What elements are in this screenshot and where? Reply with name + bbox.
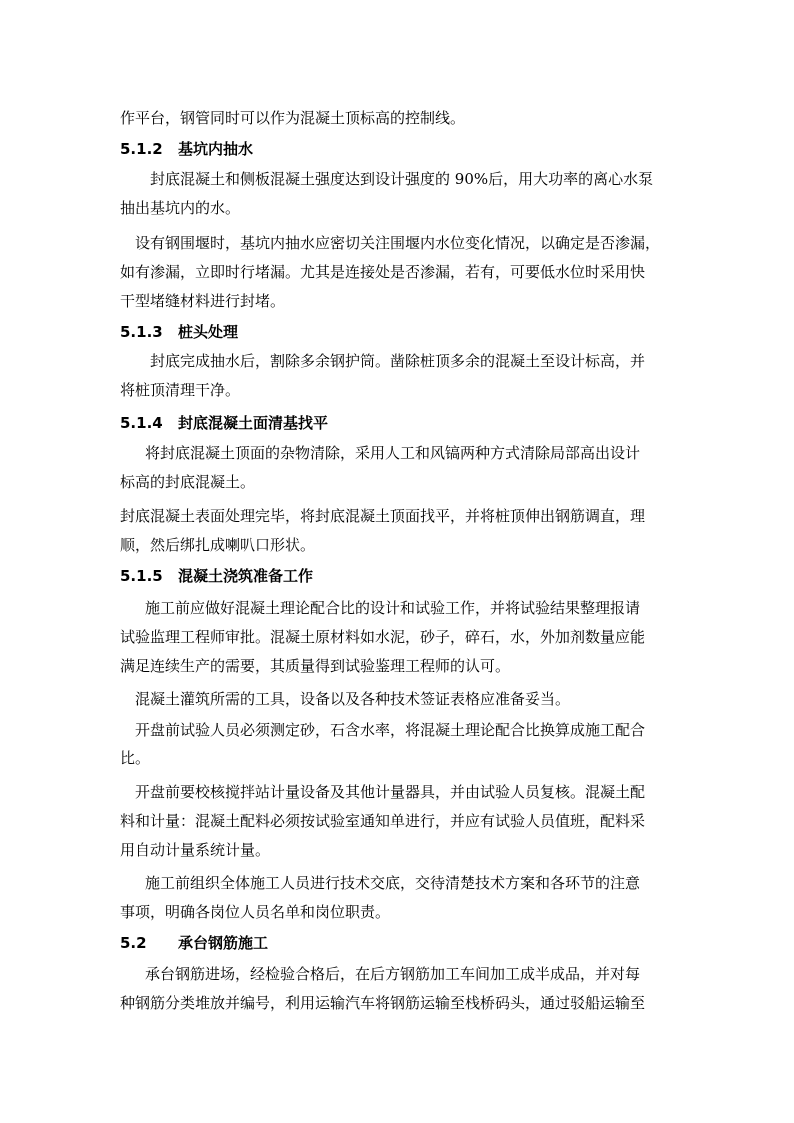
section-title: 混凝土浇筑准备工作 bbox=[178, 567, 314, 585]
section-heading-5-1-3 bbox=[120, 322, 238, 342]
paragraph-line: 混凝土灌筑所需的工具，设备以及各种技术签证表格应准备妥当。 bbox=[135, 690, 571, 708]
section-number: 5.1.2 bbox=[120, 140, 163, 158]
section-number: 5.1.3 bbox=[120, 323, 163, 341]
section-title: 基坑内抽水 bbox=[178, 140, 254, 158]
paragraph-line: 标高的封底混凝土。 bbox=[120, 473, 256, 491]
paragraph-line: 料和计量：混凝土配料必须按试验室通知单进行，并应有试验人员值班，配料采 bbox=[120, 812, 646, 830]
paragraph-line: 将封底混凝土顶面的杂物清除，采用人工和风镐两种方式清除局部高出设计 bbox=[145, 444, 641, 462]
paragraph-line: 种钢筋分类堆放并编号，利用运输汽车将钢筋运输至栈桥码头，通过驳船运输至 bbox=[120, 994, 646, 1012]
paragraph-line: 抽出基坑内的水。 bbox=[120, 199, 241, 217]
paragraph-line: 事项，明确各岗位人员名单和岗位职责。 bbox=[120, 903, 391, 921]
section-title: 封底混凝土面清基找平 bbox=[178, 414, 329, 432]
section-title: 承台钢筋施工 bbox=[178, 934, 269, 952]
paragraph-line: 干型堵缝材料进行封堵。 bbox=[120, 292, 286, 310]
section-title: 桩头处理 bbox=[178, 323, 239, 341]
section-number: 5.1.4 bbox=[120, 414, 163, 432]
paragraph-line: 试验监理工程师审批。混凝土原材料如水泥，砂子，碎石，水，外加剂数量应能 bbox=[120, 628, 646, 646]
section-heading-5-1-4 bbox=[120, 413, 328, 433]
paragraph-line: 施工前应做好混凝土理论配合比的设计和试验工作，并将试验结果整理报请 bbox=[145, 599, 641, 617]
paragraph-line: 将桩顶清理干净。 bbox=[120, 381, 241, 399]
paragraph-line: 施工前组织全体施工人员进行技术交底，交待清楚技术方案和各环节的注意 bbox=[145, 874, 641, 892]
section-heading-5-1-5 bbox=[120, 566, 313, 586]
paragraph-line: 作平台，钢管同时可以作为混凝土顶标高的控制线。 bbox=[120, 109, 466, 127]
paragraph-line: 满足连续生产的需要，其质量得到试验鉴理工程师的认可。 bbox=[120, 657, 511, 675]
paragraph-line: 设有钢围堰时，基坑内抽水应密切关注围堰内水位变化情况，以确定是否渗漏， bbox=[135, 234, 661, 252]
section-heading-5-1-2 bbox=[120, 139, 253, 159]
paragraph-line: 如有渗漏，立即时行堵漏。尤其是连接处是否渗漏，若有，可要低水位时采用快 bbox=[120, 263, 646, 281]
paragraph-line: 顺，然后绑扎成喇叭口形状。 bbox=[120, 536, 316, 554]
section-number: 5.2 bbox=[120, 934, 147, 952]
paragraph-line: 封底混凝土和侧板混凝土强度达到设计强度的 90%后，用大功率的离心水泵 bbox=[150, 170, 654, 188]
paragraph-line: 比。 bbox=[120, 749, 151, 767]
paragraph-line: 用自动计量系统计量。 bbox=[120, 841, 271, 859]
paragraph-line: 开盘前试验人员必须测定砂，石含水率，将混凝土理论配合比换算成施工配合 bbox=[135, 721, 646, 739]
paragraph-line: 开盘前要校核搅拌站计量设备及其他计量器具，并由试验人员复核。混凝土配 bbox=[135, 783, 646, 801]
section-heading-5-2 bbox=[120, 933, 268, 953]
paragraph-line: 承台钢筋进场，经检验合格后，在后方钢筋加工车间加工成半成品，并对每 bbox=[145, 965, 641, 983]
paragraph-line: 封底混凝土表面处理完毕，将封底混凝土顶面找平，并将桩顶伸出钢筋调直，理 bbox=[120, 507, 646, 525]
paragraph-line: 封底完成抽水后，割除多余钢护筒。凿除桩顶多余的混凝土至设计标高，并 bbox=[150, 352, 646, 370]
section-number: 5.1.5 bbox=[120, 567, 163, 585]
